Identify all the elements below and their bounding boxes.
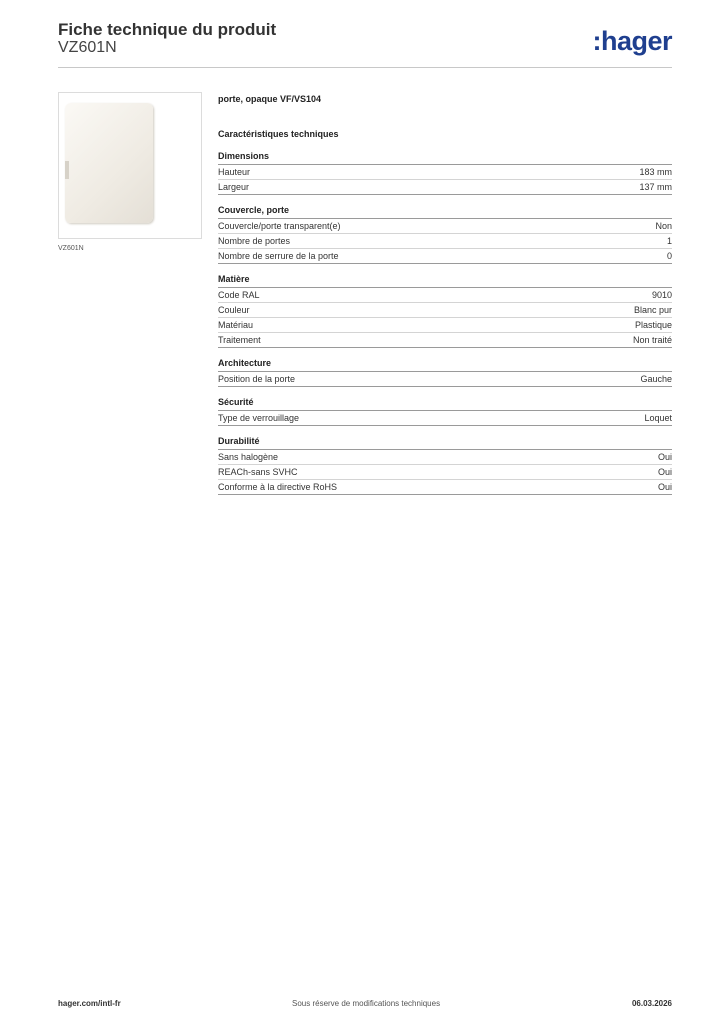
spec-label: Nombre de serrure de la porte: [218, 251, 339, 261]
spec-value: Plastique: [634, 320, 672, 330]
section-title: Couvercle, porte: [218, 205, 672, 219]
product-image-caption: VZ601N: [58, 245, 84, 252]
spec-label: Traitement: [218, 335, 261, 345]
spec-row: [218, 303, 672, 318]
section-title: Dimensions: [218, 151, 672, 165]
section-title: Sécurité: [218, 397, 672, 411]
section-title: Matière: [218, 274, 672, 288]
footer-date: 06.03.2026: [631, 999, 672, 1008]
spec-label: Nombre de portes: [218, 236, 291, 246]
spec-panel: [218, 94, 672, 505]
product-image: [58, 92, 202, 239]
spec-row: [218, 465, 672, 480]
spec-label: Largeur: [218, 182, 250, 192]
spec-row: [218, 249, 672, 264]
spec-value: 137 mm: [639, 182, 672, 192]
hager-logo: :hager: [592, 26, 672, 56]
spec-section: [218, 151, 672, 195]
page-title: Fiche technique du produit: [58, 20, 277, 39]
spec-label: Position de la porte: [218, 374, 296, 384]
spec-label: Couleur: [218, 305, 250, 315]
spec-section: [218, 436, 672, 495]
spec-row: [218, 333, 672, 348]
spec-row: [218, 288, 672, 303]
spec-label: REACh-sans SVHC: [218, 467, 298, 477]
spec-row: [218, 219, 672, 234]
header-divider: [58, 67, 672, 68]
spec-section: [218, 274, 672, 348]
spec-row: [218, 234, 672, 249]
section-title: Architecture: [218, 358, 672, 372]
spec-value: Non traité: [632, 335, 672, 345]
spec-row: [218, 450, 672, 465]
spec-section: [218, 358, 672, 387]
spec-section: [218, 397, 672, 426]
spec-value: Non: [655, 221, 672, 231]
spec-section: [218, 205, 672, 264]
spec-value: Gauche: [640, 374, 672, 384]
spec-row: [218, 180, 672, 195]
product-description: porte, opaque VF/VS104: [218, 94, 322, 104]
spec-value: 183 mm: [639, 167, 672, 177]
section-title: Durabilité: [218, 436, 672, 450]
spec-row: [218, 372, 672, 387]
footer-disclaimer: Sous réserve de modifications techniques: [292, 999, 441, 1008]
spec-value: Oui: [657, 482, 672, 492]
spec-label: Conforme à la directive RoHS: [218, 482, 338, 492]
door-latch: [65, 161, 69, 179]
door-panel: [65, 103, 153, 223]
spec-label: Type de verrouillage: [218, 413, 300, 423]
spec-value: Oui: [657, 452, 672, 462]
spec-value: Loquet: [644, 413, 672, 423]
spec-label: Hauteur: [218, 167, 251, 177]
tech-characteristics-title: Caractéristiques techniques: [218, 129, 339, 139]
spec-label: Matériau: [218, 320, 254, 330]
spec-label: Couvercle/porte transparent(e): [218, 221, 341, 231]
spec-row: [218, 165, 672, 180]
spec-value: Oui: [657, 467, 672, 477]
footer-website: hager.com/intl-fr: [58, 999, 121, 1008]
spec-value: 0: [666, 251, 672, 261]
spec-value: 9010: [651, 290, 672, 300]
spec-row: [218, 318, 672, 333]
spec-value: Blanc pur: [633, 305, 672, 315]
spec-value: 1: [666, 236, 672, 246]
product-reference: VZ601N: [58, 39, 117, 56]
spec-label: Code RAL: [218, 290, 260, 300]
spec-label: Sans halogène: [218, 452, 279, 462]
spec-row: [218, 411, 672, 426]
spec-sections: [218, 151, 672, 495]
spec-row: [218, 480, 672, 495]
